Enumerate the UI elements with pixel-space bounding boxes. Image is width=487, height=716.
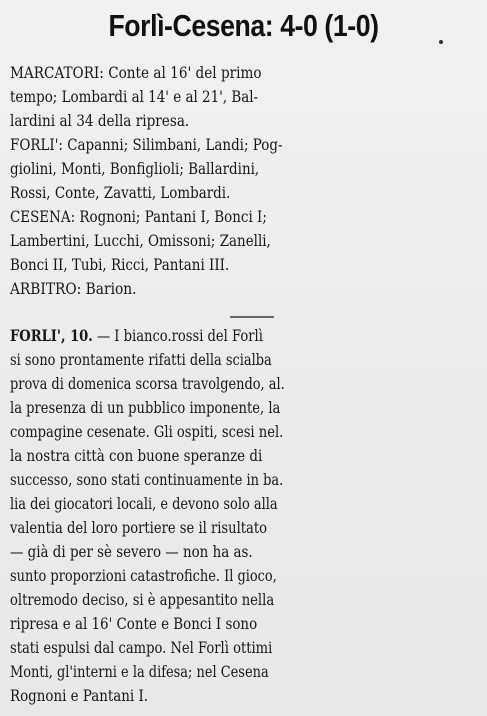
summary-line-8 bbox=[10, 229, 477, 253]
summary-text-7: CESENA: Rognoni; Pantani I, Bonci I; bbox=[10, 207, 267, 226]
section-divider bbox=[230, 316, 274, 318]
article-text-14: stati espulsi dal campo. Nel Forlì ottimi bbox=[10, 639, 273, 657]
summary-line-10 bbox=[10, 277, 477, 301]
article-line-5 bbox=[10, 420, 477, 444]
article-text-5: compagine cesenate. Gli ospiti, scesi nel. bbox=[10, 423, 284, 441]
article-dateline: FORLI', 10. bbox=[10, 326, 93, 345]
summary-text-5: giolini, Monti, Bonfiglioli; Ballardini, bbox=[10, 159, 260, 178]
article-text-16: Rognoni e Pantani I. bbox=[10, 687, 149, 705]
article-line-2 bbox=[10, 348, 477, 372]
summary-line-1 bbox=[10, 61, 477, 85]
article-first-line: — I bianco.rossi del Forlì bbox=[92, 327, 263, 345]
article-text-13: ripresa e al 16' Conte e Bonci I sono bbox=[10, 615, 258, 633]
summary-line-9 bbox=[10, 253, 477, 277]
summary-line-4 bbox=[10, 133, 477, 157]
article-text-15: Monti, gl'interni e la difesa; nel Cesena bbox=[10, 663, 269, 681]
article-line-9 bbox=[10, 516, 477, 540]
summary-line-2 bbox=[10, 85, 477, 109]
summary-text-3: lardini al 34 della ripresa. bbox=[10, 111, 190, 130]
article-text-2: si sono prontamente rifatti della scialba bbox=[10, 351, 272, 369]
summary-text-8: Lambertini, Lucchi, Omissoni; Zanelli, bbox=[10, 231, 271, 250]
article-line-1 bbox=[10, 324, 477, 348]
article-text-1 bbox=[10, 324, 402, 348]
match-headline: Forlì-Cesena: 4-0 (1-0) bbox=[108, 8, 379, 43]
article-line-6 bbox=[10, 444, 477, 468]
article-line-3 bbox=[10, 372, 477, 396]
article-line-13 bbox=[10, 612, 477, 636]
summary-line-7 bbox=[10, 205, 477, 229]
summary-text-1: MARCATORI: Conte al 16' del primo bbox=[10, 63, 262, 82]
article-line-16 bbox=[10, 684, 477, 708]
article-text-11: sunto proporzioni catastrofiche. Il gioco, bbox=[10, 567, 277, 585]
article-line-7 bbox=[10, 468, 477, 492]
article-text-6: la nostra città con buone speranze di bbox=[10, 447, 263, 465]
summary-line-3 bbox=[10, 109, 477, 133]
article-line-10 bbox=[10, 540, 477, 564]
article-text-9: valentia del loro portiere se il risultato bbox=[10, 519, 268, 537]
article-text-4: la presenza di un pubblico imponente, la bbox=[10, 399, 281, 417]
article-text-12: oltremodo deciso, si è appesantito nella bbox=[10, 591, 275, 609]
article-text-7: successo, sono stati continuamente in ba. bbox=[10, 471, 284, 489]
summary-text-10: ARBITRO: Barion. bbox=[10, 279, 137, 298]
summary-text-4: FORLI': Capanni; Silimbani, Landi; Pog- bbox=[10, 135, 283, 154]
summary-line-6 bbox=[10, 181, 477, 205]
article-text-8: lia dei giocatori locali, e devono solo alla bbox=[10, 495, 278, 513]
article-line-14 bbox=[10, 636, 477, 660]
article-text-10: — già di per sè severo — non ha as. bbox=[10, 543, 253, 561]
article-line-15 bbox=[10, 660, 477, 684]
article-line-4 bbox=[10, 396, 477, 420]
article-text-3: prova di domenica scorsa travolgendo, al. bbox=[10, 375, 285, 393]
summary-text-2: tempo; Lombardi al 14' e al 21', Bal- bbox=[10, 87, 259, 106]
summary-text-9: Bonci II, Tubi, Ricci, Pantani III. bbox=[10, 255, 230, 274]
article-line-8 bbox=[10, 492, 477, 516]
summary-text-6: Rossi, Conte, Zavatti, Lombardi. bbox=[10, 183, 231, 202]
summary-line-5 bbox=[10, 157, 477, 181]
article-line-11 bbox=[10, 564, 477, 588]
article-line-12 bbox=[10, 588, 477, 612]
print-speck bbox=[439, 40, 443, 44]
